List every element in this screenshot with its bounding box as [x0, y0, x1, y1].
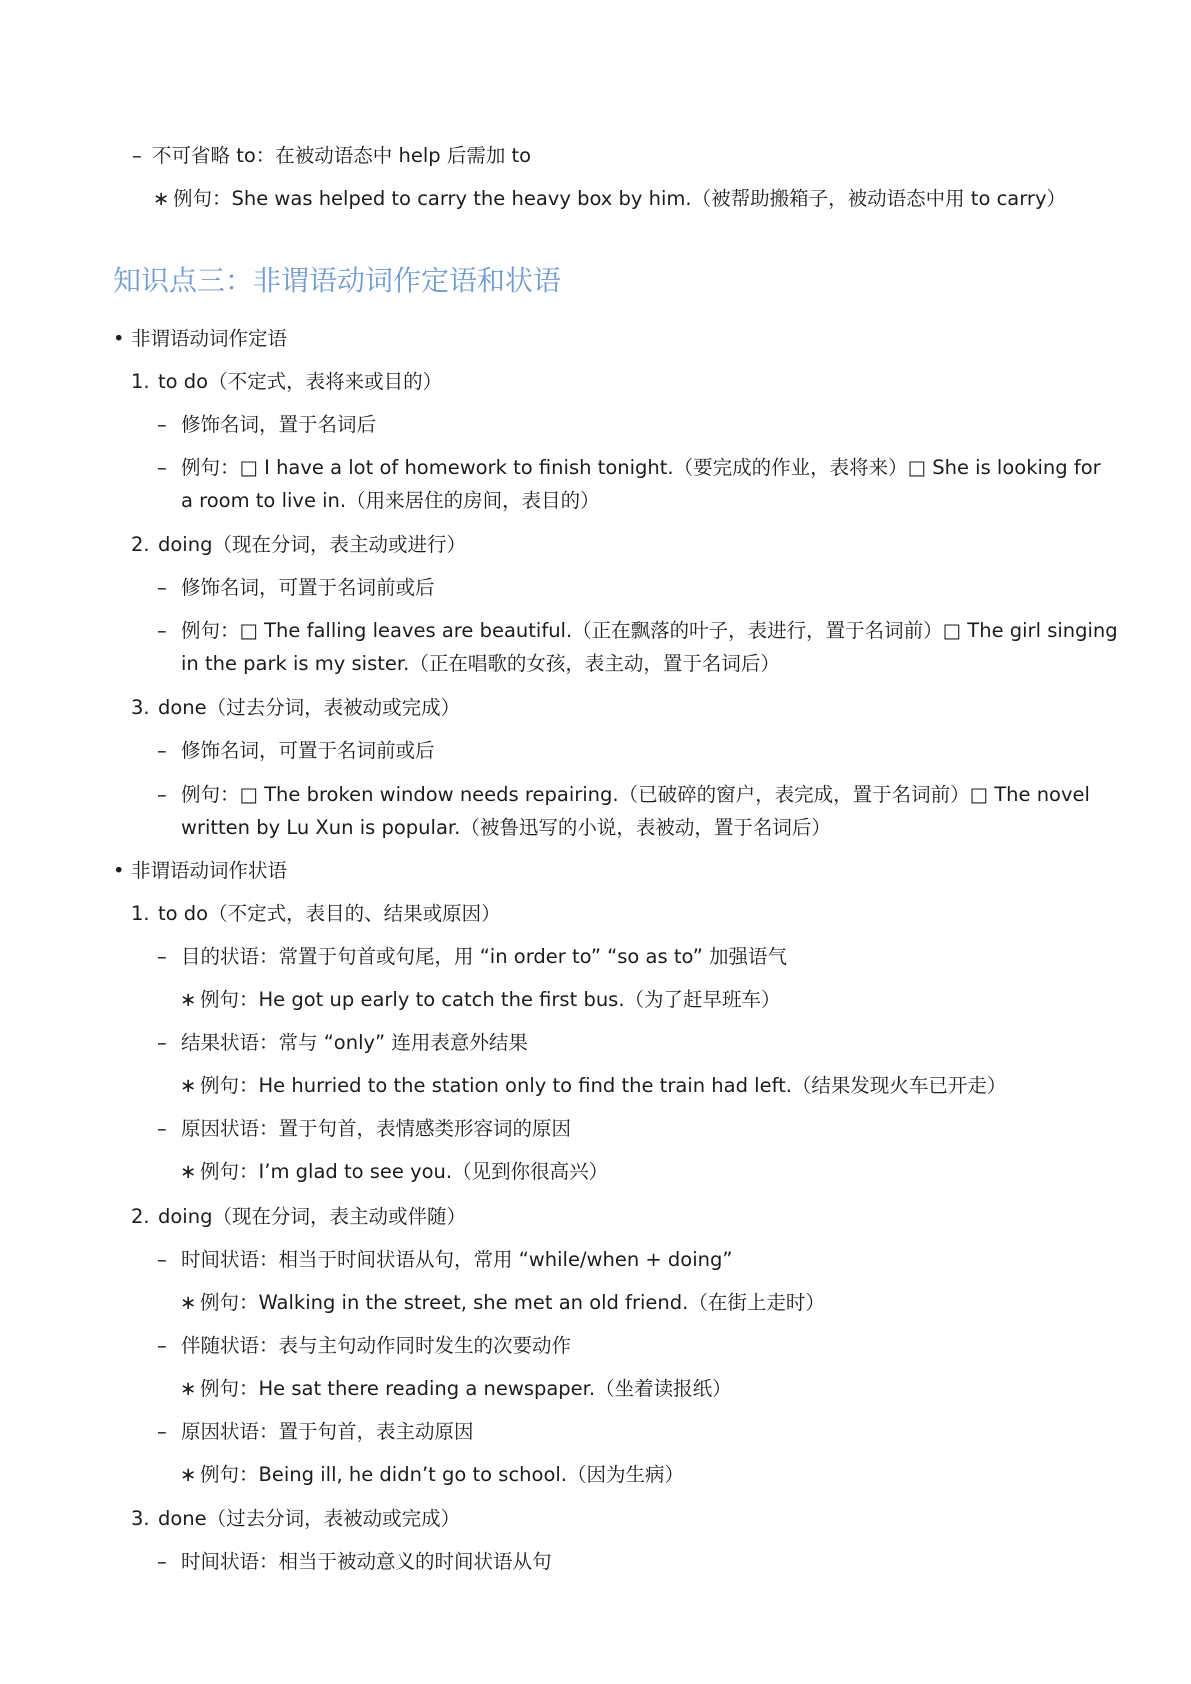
- dash-marker: –: [157, 783, 167, 806]
- star-marker: ∗: [180, 1463, 197, 1486]
- item-number: 1.: [131, 902, 150, 925]
- rule-text: 结果状语：常与 “only” 连用表意外结果: [181, 1031, 528, 1054]
- rule-text: 时间状语：相当于时间状语从句，常用 “while/when + doing”: [181, 1248, 733, 1271]
- section-heading: 知识点三：非谓语动词作定语和状语: [113, 264, 562, 297]
- dash-marker: –: [157, 576, 167, 599]
- dash-marker: –: [157, 1248, 167, 1271]
- rule-text: 原因状语：置于句首，表主动原因: [181, 1420, 474, 1443]
- item-title: doing（现在分词，表主动或进行）: [158, 533, 466, 556]
- rule-text: 原因状语：置于句首，表情感类形容词的原因: [181, 1117, 572, 1140]
- item-title: to do（不定式，表目的、结果或原因）: [158, 902, 501, 925]
- star-marker: ∗: [180, 1377, 197, 1400]
- example-text: 例句：She was helped to carry the heavy box by him.（被帮助搬箱子，被动语态中用 to carry）: [173, 187, 1066, 210]
- rule-text: 修饰名词，可置于名词前或后: [181, 576, 435, 599]
- item-number: 2.: [131, 1205, 150, 1228]
- item-title: done（过去分词，表被动或完成）: [158, 696, 461, 719]
- dash-marker: –: [157, 1117, 167, 1140]
- example-text-cont: a room to live in.（用来居住的房间，表目的）: [181, 489, 600, 512]
- example-text: 例句：□ The broken window needs repairing.（已破碎的窗户，表完成，置于名词前）□ The novel: [181, 783, 1090, 806]
- star-marker: ∗: [180, 1074, 197, 1097]
- dash-marker: –: [132, 144, 142, 167]
- star-marker: ∗: [153, 187, 170, 210]
- rule-text: 不可省略 to：在被动语态中 help 后需加 to: [152, 144, 532, 167]
- bullet-marker: •: [113, 859, 125, 882]
- rule-text: 伴随状语：表与主句动作同时发生的次要动作: [181, 1334, 572, 1357]
- dash-marker: –: [157, 619, 167, 642]
- star-marker: ∗: [180, 988, 197, 1011]
- example-text: 例句：□ I have a lot of homework to finish tonight.（要完成的作业，表将来）□ She is looking for: [181, 456, 1101, 479]
- example-text: 例句：□ The falling leaves are beautiful.（正在飘落的叶子，表进行，置于名词前）□ The girl singing: [181, 619, 1118, 642]
- bullet-marker: •: [113, 327, 125, 350]
- item-number: 1.: [131, 370, 150, 393]
- dash-marker: –: [157, 456, 167, 479]
- example-text: 例句：Being ill, he didn’t go to school.（因为生病）: [200, 1463, 685, 1486]
- example-text: 例句：Walking in the street, she met an old friend.（在街上走时）: [200, 1291, 825, 1314]
- star-marker: ∗: [180, 1291, 197, 1314]
- bullet-title-adverbial: 非谓语动词作状语: [131, 859, 288, 882]
- item-title: to do（不定式，表将来或目的）: [158, 370, 443, 393]
- example-text-cont: in the park is my sister.（正在唱歌的女孩，表主动，置于名词后）: [181, 652, 780, 675]
- example-text-cont: written by Lu Xun is popular.（被鲁迅写的小说，表被动，置于名词后）: [181, 816, 831, 839]
- dash-marker: –: [157, 413, 167, 436]
- item-title: doing（现在分词，表主动或伴随）: [158, 1205, 466, 1228]
- dash-marker: –: [157, 1031, 167, 1054]
- item-number: 2.: [131, 533, 150, 556]
- dash-marker: –: [157, 945, 167, 968]
- bullet-title-attributive: 非谓语动词作定语: [131, 327, 288, 350]
- rule-text: 修饰名词，可置于名词前或后: [181, 739, 435, 762]
- dash-marker: –: [157, 739, 167, 762]
- dash-marker: –: [157, 1420, 167, 1443]
- dash-marker: –: [157, 1550, 167, 1573]
- example-text: 例句：I’m glad to see you.（见到你很高兴）: [200, 1160, 609, 1183]
- example-text: 例句：He hurried to the station only to find the train had left.（结果发现火车已开走）: [200, 1074, 1007, 1097]
- rule-text: 时间状语：相当于被动意义的时间状语从句: [181, 1550, 552, 1573]
- dash-marker: –: [157, 1334, 167, 1357]
- item-number: 3.: [131, 696, 150, 719]
- item-title: done（过去分词，表被动或完成）: [158, 1507, 461, 1530]
- item-number: 3.: [131, 1507, 150, 1530]
- star-marker: ∗: [180, 1160, 197, 1183]
- rule-text: 目的状语：常置于句首或句尾，用 “in order to” “so as to” 加强语气: [181, 945, 788, 968]
- example-text: 例句：He got up early to catch the first bus.（为了赶早班车）: [200, 988, 781, 1011]
- rule-text: 修饰名词，置于名词后: [181, 413, 377, 436]
- example-text: 例句：He sat there reading a newspaper.（坐着读报纸）: [200, 1377, 732, 1400]
